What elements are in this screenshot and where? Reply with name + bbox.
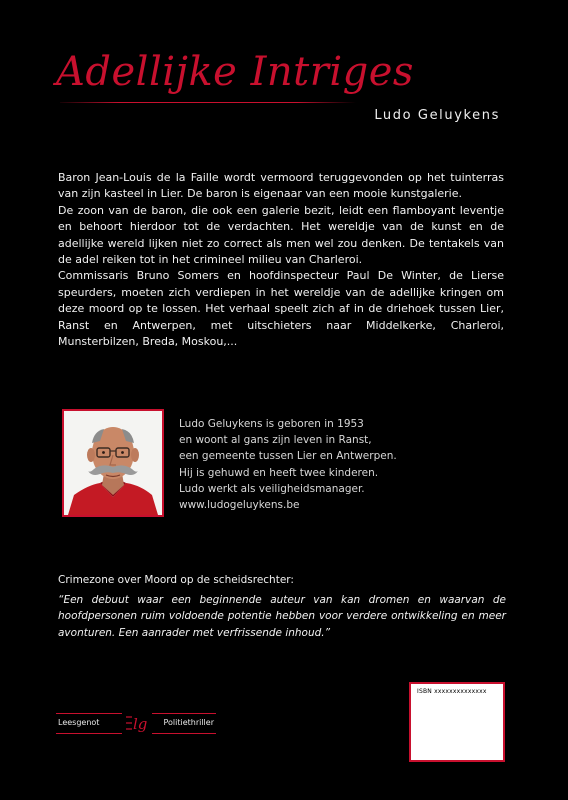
bio-line: Ludo Geluykens is geboren in 1953 [179,418,364,430]
isbn-barcode-area [409,682,505,762]
author-portrait-icon [64,411,162,515]
review-quote: “Een debuut waar een beginnende auteur van kan dromen en waarvan de hoofdpersonen ruim voldoende potentie hebben voor verdere ontwikkeling en meer avonturen. Een aanrader met verfrissende inhoud.” [58,594,506,639]
series-name: Politiethriller [163,718,214,727]
synopsis-paragraph: Baron Jean-Louis de la Faille wordt vermoord teruggevonden op het tuinterras van zijn kasteel in Lier. De baron is eigenaar van een mooie kunstgalerie. [58,171,504,201]
synopsis-paragraph: Commissaris Bruno Somers en hoofdinspecteur Paul De Winter, de Lierse speurders, moeten zich verdiepen in het wereldje van de adellijke kringen om deze moord op te lossen. Het verhaal speelt zich af in de driehoek tussen Lier, Ranst en Antwerpen, met uitschieters naar Middelkerke, Charleroi, Munsterbilzen, Breda, Moskou,... [58,269,504,349]
publisher-name: Leesgenot [58,718,100,727]
isbn-label: ISBN xxxxxxxxxxxxxx [417,688,487,695]
synopsis [58,170,504,350]
bio-line: en woont al gans zijn leven in Ranst, [179,434,372,447]
author-website: www.ludogeluykens.be [179,499,300,512]
author-bio [179,416,439,513]
publisher-emblem-letters: lg [133,715,148,733]
review-source: Crimezone over Moord op de scheidsrechter: [58,574,294,586]
publisher-logo [56,710,216,736]
author-photo [62,409,164,517]
bio-line: Hij is gehuwd en heeft twee kinderen. [179,466,379,479]
bio-line: Ludo werkt als veiligheidsmanager. [179,482,365,495]
publisher-emblem-icon [122,708,152,738]
author-name: Ludo Geluykens [374,108,500,123]
title-underline [60,102,356,103]
book-title: Adellijke Intriges [56,49,414,95]
bio-line: een gemeente tussen Lier en Antwerpen. [179,450,397,463]
synopsis-paragraph: De zoon van de baron, die ook een galerie bezit, leidt een flamboyant leventje en behoort hierdoor tot de verdachten. Het wereldje van de kunst en de adellijke wereld lijken niet zo correct als men wel zou denken. De tentakels van de adel reiken tot in het crimineel milieu van Charleroi. [58,203,504,267]
